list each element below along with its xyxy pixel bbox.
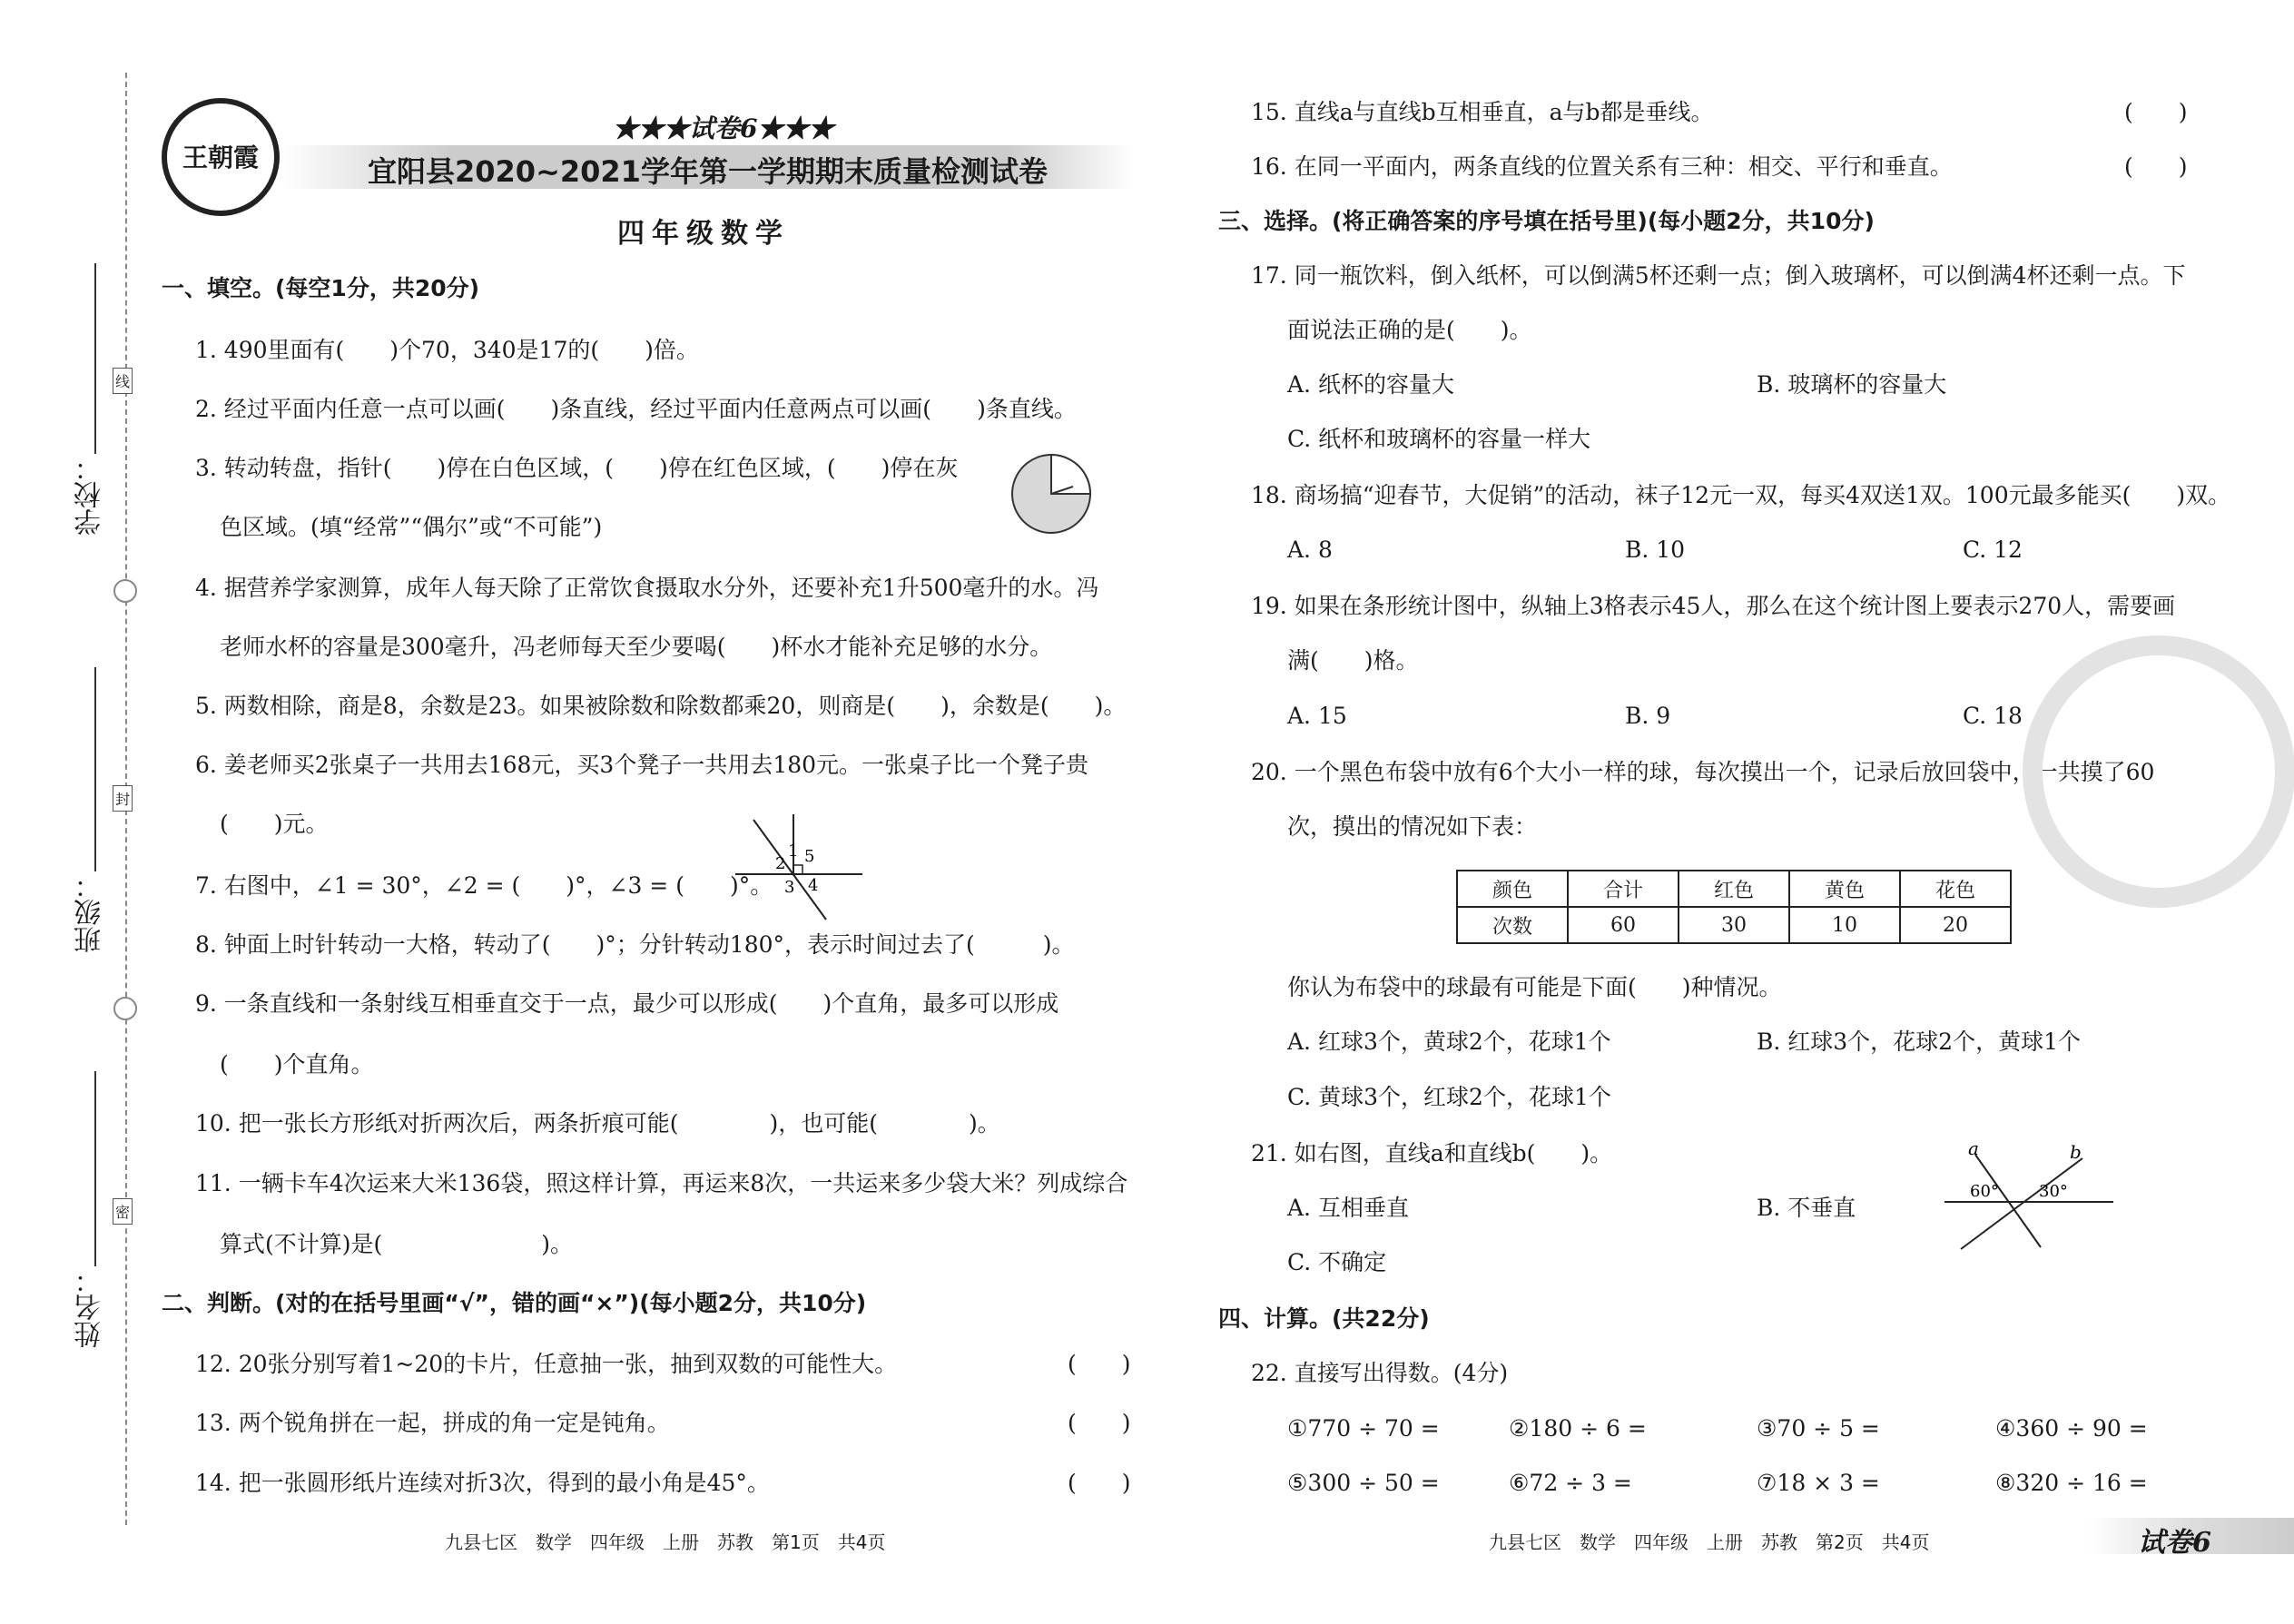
seal-watermark-icon xyxy=(2023,635,2294,908)
answer-paren-14[interactable]: ( ) xyxy=(1068,1470,1131,1496)
spinner-diagram xyxy=(1009,452,1093,536)
option-18b[interactable]: B. 10 xyxy=(1625,536,1686,563)
logo-badge xyxy=(162,98,280,216)
table-cell: 黄色 xyxy=(1789,871,1900,907)
table-cell: 30 xyxy=(1679,907,1789,943)
question-20b: 次，摸出的情况如下表： xyxy=(1287,813,1538,840)
angle-30-label: 30° xyxy=(2039,1182,2068,1201)
question-5: 5. 两数相除，商是8，余数是23。如果被除数和除数都乘20，则商是( )，余数是( )。 xyxy=(195,693,1127,719)
question-12: 12. 20张分别写着1~20的卡片，任意抽一张，抽到双数的可能性大。 xyxy=(195,1351,898,1377)
footer-right: 九县七区 数学 四年级 上册 苏教 第2页 共4页 xyxy=(1489,1531,1930,1553)
angle-label-4: 4 xyxy=(808,876,819,895)
question-6a: 6. 姜老师买2张桌子一共用去168元，买3个凳子一共用去180元。一张桌子比一个凳子贵 xyxy=(195,752,1089,778)
question-20c: 你认为布袋中的球最有可能是下面( )种情况。 xyxy=(1287,974,1782,1000)
question-19a: 19. 如果在条形统计图中，纵轴上3格表示45人，那么在这个统计图上要表示270人，需要画 xyxy=(1251,593,2176,619)
binding-hole-icon xyxy=(113,997,137,1020)
option-18c[interactable]: C. 12 xyxy=(1963,536,2023,563)
class-underline[interactable] xyxy=(94,667,96,871)
question-7: 7. 右图中，∠1 = 30°，∠2 = ( )°，∠3 = ( )°。 xyxy=(195,872,773,899)
binding-hole-icon xyxy=(113,579,137,603)
option-19a[interactable]: A. 15 xyxy=(1287,703,1347,729)
question-6b: ( )元。 xyxy=(220,811,329,837)
option-21c[interactable]: C. 不确定 xyxy=(1287,1249,1387,1275)
option-17c[interactable]: C. 纸杯和玻璃杯的容量一样大 xyxy=(1287,426,1591,452)
mark-xian: 线 xyxy=(113,368,133,394)
question-11b: 算式(不计算)是( )。 xyxy=(220,1231,574,1257)
question-18: 18. 商场搞“迎春节，大促销”的活动，袜子12元一双，每买4双送1双。100元最多能买( )双。 xyxy=(1251,482,2231,508)
question-9a: 9. 一条直线和一条射线互相垂直交于一点，最少可以形成( )个直角，最多可以形成 xyxy=(195,990,1059,1017)
footer-left: 九县七区 数学 四年级 上册 苏教 第1页 共4页 xyxy=(445,1531,886,1553)
table-cell: 次数 xyxy=(1457,907,1568,943)
calc-item-5: ⑤300 ÷ 50 = xyxy=(1287,1470,1440,1496)
option-20c[interactable]: C. 黄球3个，红球2个，花球1个 xyxy=(1287,1084,1611,1110)
footer-tag: 试卷6 xyxy=(2138,1527,2211,1559)
question-13: 13. 两个锐角拼在一起，拼成的角一定是钝角。 xyxy=(195,1410,670,1436)
calc-item-6: ⑥72 ÷ 3 = xyxy=(1509,1470,1632,1496)
school-label: 学校： xyxy=(74,454,106,536)
question-21: 21. 如右图，直线a和直线b( )。 xyxy=(1251,1140,1613,1166)
option-18a[interactable]: A. 8 xyxy=(1287,536,1333,563)
ball-count-table xyxy=(1456,870,2012,944)
calc-item-7: ⑦18 × 3 = xyxy=(1757,1470,1880,1496)
table-cell: 60 xyxy=(1568,907,1679,943)
table-cell: 红色 xyxy=(1679,871,1789,907)
question-15: 15. 直线a与直线b互相垂直，a与b都是垂线。 xyxy=(1251,99,1714,125)
table-cell: 花色 xyxy=(1900,871,2011,907)
class-label: 班级： xyxy=(74,871,106,953)
line-a-label: a xyxy=(1968,1142,1979,1159)
name-label: 姓名： xyxy=(74,1266,106,1348)
option-17a[interactable]: A. 纸杯的容量大 xyxy=(1287,371,1454,398)
answer-paren-12[interactable]: ( ) xyxy=(1068,1351,1131,1377)
option-19b[interactable]: B. 9 xyxy=(1625,703,1671,729)
series-label: ★★★试卷6★★★ xyxy=(613,113,834,143)
logo-text: 王朝霞 xyxy=(182,143,259,172)
calc-item-1: ①770 ÷ 70 = xyxy=(1287,1415,1440,1442)
question-19b: 满( )格。 xyxy=(1287,647,1419,674)
option-21b[interactable]: B. 不垂直 xyxy=(1757,1195,1856,1221)
question-10: 10. 把一张长方形纸对折两次后，两条折痕可能( )，也可能( )。 xyxy=(195,1110,1000,1137)
section-2-title: 二、判断。(对的在括号里画“√”，错的画“×”)(每小题2分，共10分) xyxy=(162,1290,867,1316)
table-row xyxy=(1457,871,2011,907)
mark-mi: 密 xyxy=(113,1198,133,1225)
section-3-title: 三、选择。(将正确答案的序号填在括号里)(每小题2分，共10分) xyxy=(1218,208,1875,234)
angle-label-3: 3 xyxy=(784,878,795,897)
question-4b: 老师水杯的容量是300毫升，冯老师每天至少要喝( )杯水才能补充足够的水分。 xyxy=(220,634,1053,660)
question-22: 22. 直接写出得数。(4分) xyxy=(1251,1360,1509,1386)
lines-ab-diagram xyxy=(1943,1142,2115,1251)
table-cell: 合计 xyxy=(1568,871,1679,907)
name-underline[interactable] xyxy=(94,1071,96,1266)
question-4a: 4. 据营养学家测算，成年人每天除了正常饮食摄取水分外，还要补充1升500毫升的水。冯 xyxy=(195,575,1099,601)
section-4-title: 四、计算。(共22分) xyxy=(1218,1305,1430,1332)
question-3a: 3. 转动转盘，指针( )停在白色区域，( )停在红色区域，( )停在灰 xyxy=(195,455,959,481)
option-20b[interactable]: B. 红球3个，花球2个，黄球1个 xyxy=(1757,1029,2081,1055)
table-cell: 颜色 xyxy=(1457,871,1568,907)
calc-item-4: ④360 ÷ 90 = xyxy=(1995,1415,2148,1442)
school-underline[interactable] xyxy=(94,263,96,454)
question-14: 14. 把一张圆形纸片连续对折3次，得到的最小角是45°。 xyxy=(195,1470,770,1496)
table-cell: 20 xyxy=(1900,907,2011,943)
answer-paren-13[interactable]: ( ) xyxy=(1068,1410,1131,1436)
calc-item-8: ⑧320 ÷ 16 = xyxy=(1995,1470,2148,1496)
question-16: 16. 在同一平面内，两条直线的位置关系有三种：相交、平行和垂直。 xyxy=(1251,153,1953,180)
question-17b: 面说法正确的是( )。 xyxy=(1287,317,1532,343)
question-8: 8. 钟面上时针转动一大格，转动了( )°；分针转动180°，表示时间过去了( )。 xyxy=(195,931,1075,958)
calc-item-2: ②180 ÷ 6 = xyxy=(1509,1415,1647,1442)
mark-feng: 封 xyxy=(113,785,133,812)
option-19c[interactable]: C. 18 xyxy=(1963,703,2023,729)
section-1-title: 一、填空。(每空1分，共20分) xyxy=(162,275,480,301)
question-11a: 11. 一辆卡车4次运来大米136袋，照这样计算，再运来8次，一共运来多少袋大米？列成综合 xyxy=(195,1170,1128,1196)
question-3b: 色区域。(填“经常”“偶尔”或“不可能”) xyxy=(220,514,603,540)
table-cell: 10 xyxy=(1789,907,1900,943)
angle-label-1: 1 xyxy=(788,842,799,861)
angle-60-label: 60° xyxy=(1970,1182,1999,1201)
question-2: 2. 经过平面内任意一点可以画( )条直线，经过平面内任意两点可以画( )条直线。 xyxy=(195,396,1077,422)
answer-paren-15[interactable]: ( ) xyxy=(2124,99,2188,125)
question-17a: 17. 同一瓶饮料，倒入纸杯，可以倒满5杯还剩一点；倒入玻璃杯，可以倒满4杯还剩一点。下 xyxy=(1251,262,2186,289)
calc-item-3: ③70 ÷ 5 = xyxy=(1757,1415,1880,1442)
question-20a: 20. 一个黑色布袋中放有6个大小一样的球，每次摸出一个，记录后放回袋中，一共摸了60 xyxy=(1251,759,2155,785)
angle-label-5: 5 xyxy=(804,847,815,866)
exam-title: 宜阳县2020~2021学年第一学期期末质量检测试卷 xyxy=(368,154,1048,189)
option-21a[interactable]: A. 互相垂直 xyxy=(1287,1195,1409,1221)
subject-title: 四年级数学 xyxy=(617,218,790,250)
angle-label-2: 2 xyxy=(775,854,786,873)
table-row xyxy=(1457,907,2011,943)
angle-diagram xyxy=(735,812,862,921)
question-1: 1. 490里面有( )个70，340是17的( )倍。 xyxy=(195,337,699,363)
line-b-label: b xyxy=(2070,1142,2082,1163)
question-9b: ( )个直角。 xyxy=(220,1051,374,1078)
answer-paren-16[interactable]: ( ) xyxy=(2124,153,2188,180)
option-17b[interactable]: B. 玻璃杯的容量大 xyxy=(1757,371,1947,398)
option-20a[interactable]: A. 红球3个，黄球2个，花球1个 xyxy=(1287,1029,1611,1055)
